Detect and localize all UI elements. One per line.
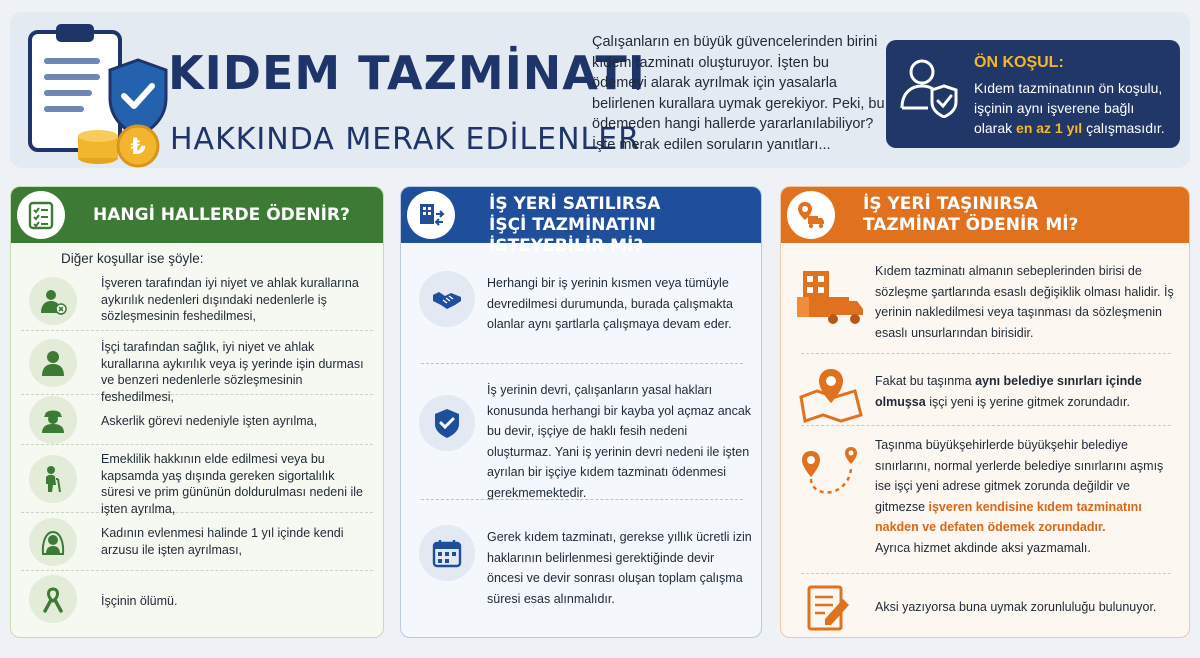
list-item bbox=[21, 513, 373, 571]
list-item-text: İş yerinin devri, çalışanların yasal hakları konusunda herhangi bir kayba yol açmaz ancak bu devir, işçiye de haklı fesih nedeni oluşturmaz. Yani iş yerinin devri nedeni ile işten ayrılan bir işçiye kıdem tazminatı ödenmesi gerekmemektedir. bbox=[487, 383, 752, 500]
bride-icon bbox=[29, 518, 77, 566]
contract-pen-icon bbox=[795, 581, 865, 638]
user-shield-icon bbox=[898, 54, 958, 118]
list-item bbox=[21, 395, 373, 445]
list-item bbox=[21, 331, 373, 404]
list-item-text: Kadının evlenmesi halinde 1 yıl içinde kendi arzusu ile işten ayrılması, bbox=[101, 526, 344, 557]
card-sale-header bbox=[401, 187, 761, 256]
map-pin-icon bbox=[795, 367, 865, 427]
card-relocation-title: İŞ YERİ TAŞINIRSA TAZMİNAT ÖDENİR Mİ? bbox=[863, 194, 1079, 235]
list-item bbox=[791, 363, 1181, 429]
list-item bbox=[21, 571, 373, 631]
list-item-text: Taşınma büyükşehirlerde büyükşehir belediye sınırlarını, normal yerlerde belediye sınırlarını aşmış ise işçi yeni adrese gitmek zorunda değildir ve gitmezse işveren kendisine kıdem tazminatını nakden ve defaten ödemek zorundadır. Ayrıca hizmet akdinde aksi yazmamalı. bbox=[875, 438, 1164, 555]
card-when-paid-subtitle: Diğer koşullar ise şöyle: bbox=[61, 251, 204, 266]
list-item-text: Herhangi bir iş yerinin kısmen veya tümüyle devredilmesi durumunda, burada çalışmakta olanlar aynı şartlarla çalışmaya devam eder. bbox=[487, 276, 733, 331]
divider bbox=[801, 425, 1171, 426]
calendar-icon bbox=[419, 525, 475, 581]
intro-paragraph: Çalışanların en büyük güvencelerinden birini kıdem tazminatı oluşturuyor. İşten bu ödemeyi alarak ayrılmak için yasalarla belirlenen kurallara uymak gerekiyor. Peki, bu ödemeden hangi hallerde yararlanılabiliyor? İşte merak edilen soruların yanıtları... bbox=[592, 34, 885, 153]
list-item-text: Fakat bu taşınma aynı belediye sınırları içinde olmuşsa işçi yeni iş yerine gitmek zorundadır. bbox=[875, 374, 1142, 409]
precondition-box bbox=[886, 40, 1180, 148]
shield-check-icon bbox=[419, 395, 475, 451]
svg-text:₺: ₺ bbox=[130, 135, 146, 160]
divider bbox=[421, 363, 743, 364]
precondition-text: Kıdem tazminatının ön koşulu, işçinin aynı işverene bağlı olarak en az 1 yıl çalışmasıdır. bbox=[974, 80, 1165, 136]
list-item-text: İşveren tarafından iyi niyet ve ahlak kurallarına aykırılık nedenleri dışındaki nedenlerle iş sözleşmesinin feshedilmesi, bbox=[101, 276, 359, 323]
list-item-text: İşçinin ölümü. bbox=[101, 594, 178, 608]
list-item bbox=[21, 445, 373, 516]
list-item-text: Kıdem tazminatı almanın sebeplerinden birisi de sözleşme şartlarında esaslı değişiklik olması halidir. İş yerinin nakledilmesi veya taşınması da sözleşmenin esaslı unsurlarından birisidir. bbox=[875, 264, 1174, 340]
card-when-paid bbox=[10, 186, 384, 638]
page-title: KIDEM TAZMİNATI bbox=[168, 46, 646, 100]
page-subtitle: HAKKINDA MERAK EDİLENLER bbox=[170, 122, 641, 157]
list-item bbox=[21, 271, 373, 331]
list-item bbox=[411, 377, 753, 500]
list-item bbox=[791, 259, 1181, 349]
card-when-paid-title: HANGİ HALLERDE ÖDENİR? bbox=[93, 205, 350, 225]
ribbon-icon bbox=[29, 575, 77, 623]
route-icon bbox=[795, 447, 865, 507]
soldier-icon bbox=[29, 396, 77, 444]
list-item bbox=[791, 581, 1181, 635]
person-x-icon bbox=[29, 277, 77, 325]
list-item bbox=[791, 435, 1181, 565]
list-item-text: Emeklilik hakkının elde edilmesi veya bu kapsamda yaş dışında gereken sigortalılık süresi ve prim gününün doldurulması nedeni ile işten ayrılma, bbox=[101, 452, 363, 516]
card-relocation bbox=[780, 186, 1190, 638]
list-item-text: Askerlik görevi nedeniyle işten ayrılma, bbox=[101, 414, 318, 428]
list-item-text: İşçi tarafından sağlık, iyi niyet ve ahlak kurallarına aykırılık veya iş yerinde işin durması ve benzeri nedenlerle sözleşmesinin feshedilmesi, bbox=[101, 340, 364, 404]
building-transfer-icon bbox=[407, 191, 455, 239]
divider bbox=[801, 353, 1171, 354]
checklist-icon bbox=[17, 191, 65, 239]
list-item bbox=[411, 263, 753, 343]
list-item-text: Gerek kıdem tazminatı, gerekse yıllık ücretli izin haklarının belirlenmesi gerektiğinde devir öncesi ve devir sonrası oluşan toplam çalışma süresi esas alınmalıdır. bbox=[487, 530, 752, 606]
card-when-paid-header bbox=[11, 187, 383, 243]
precondition-highlight: en az 1 yıl bbox=[1016, 120, 1083, 136]
building-truck-icon bbox=[795, 267, 865, 327]
list-item bbox=[411, 517, 753, 607]
precondition-title: ÖN KOŞUL: bbox=[974, 54, 1064, 71]
list-item-text: Aksi yazıyorsa buna uymak zorunluluğu bulunuyor. bbox=[875, 600, 1157, 614]
person-icon bbox=[29, 339, 77, 387]
divider bbox=[421, 499, 743, 500]
handshake-icon bbox=[419, 271, 475, 327]
divider bbox=[801, 573, 1171, 574]
card-sale-title: İŞ YERİ SATILIRSA İŞÇİ TAZMİNATINI İSTEYEBİLİR Mİ? bbox=[489, 194, 661, 256]
card-sale bbox=[400, 186, 762, 638]
elderly-person-icon bbox=[29, 455, 77, 503]
clipboard-shield-coins-illustration bbox=[28, 18, 168, 168]
card-relocation-header bbox=[781, 187, 1189, 243]
highlight-text: işveren kendisine kıdem tazminatını nakden ve defaten ödemek zorundadır. bbox=[875, 499, 1142, 534]
location-truck-icon bbox=[787, 191, 835, 239]
